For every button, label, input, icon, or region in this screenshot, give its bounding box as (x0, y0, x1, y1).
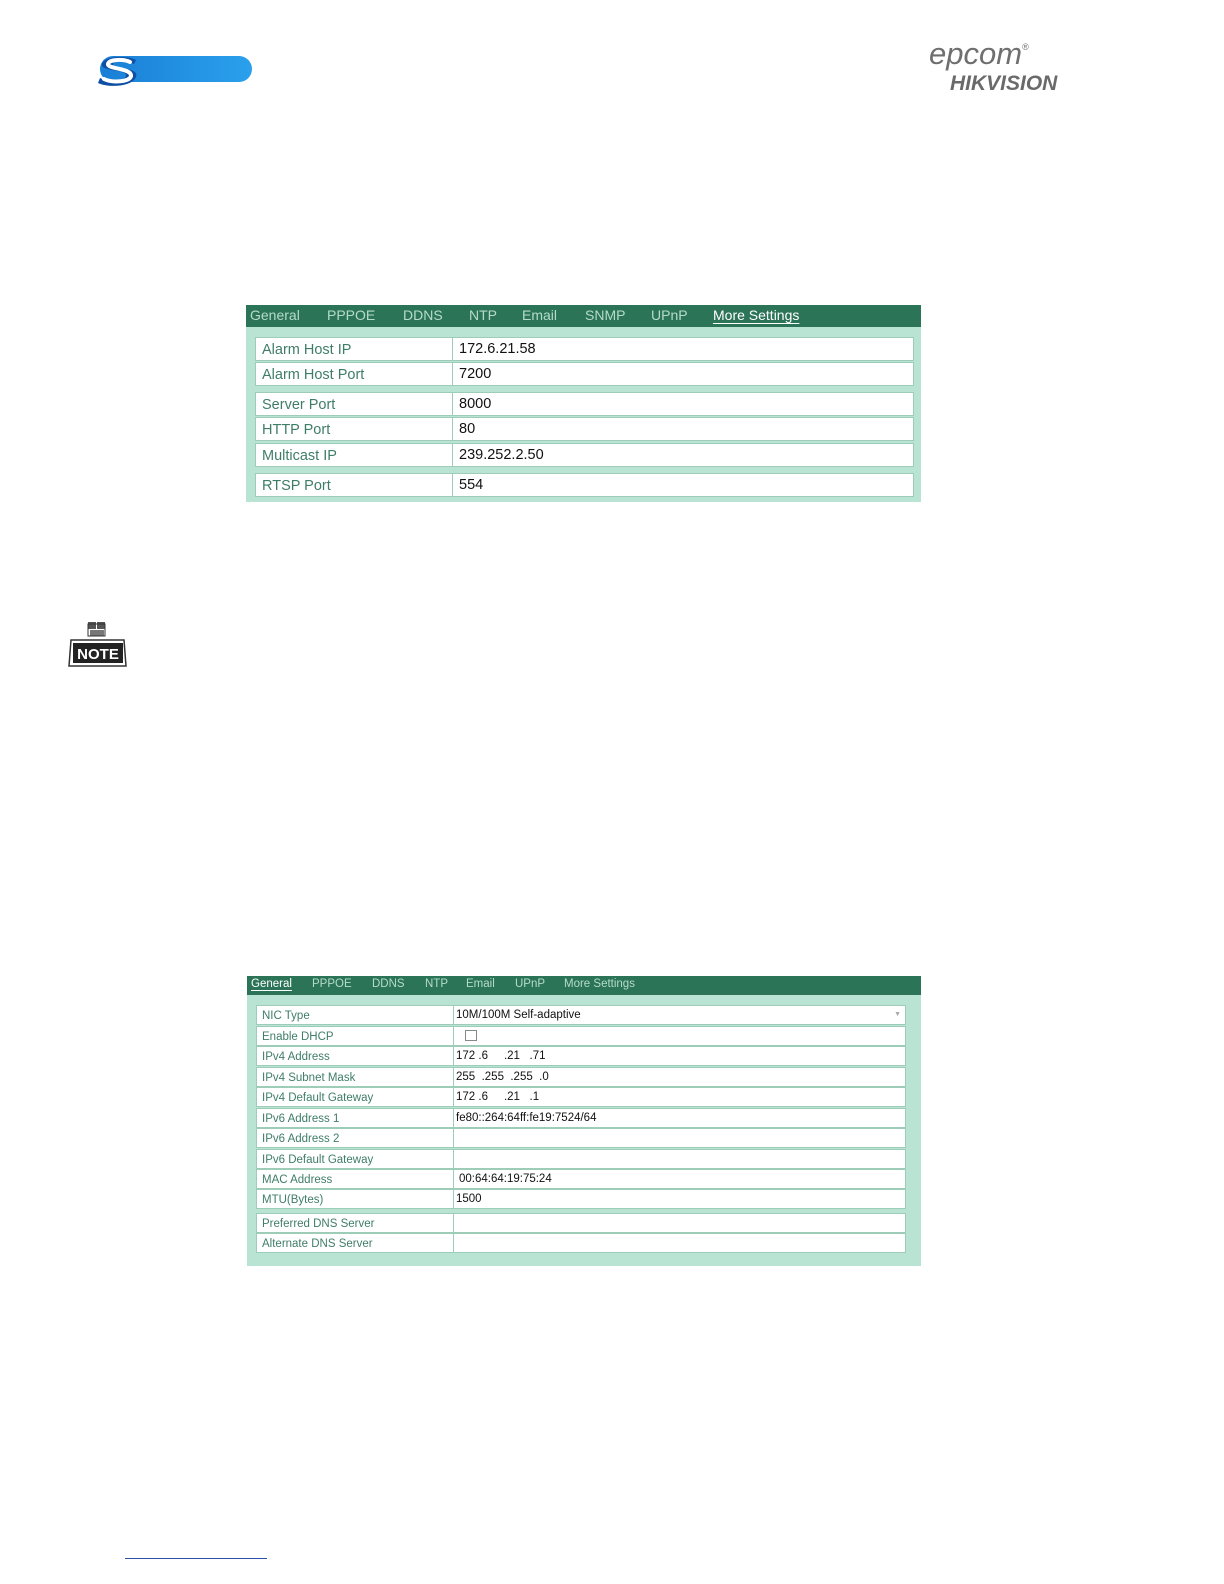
tab-ddns[interactable]: DDNS (372, 978, 405, 990)
company-s-logo (96, 52, 254, 88)
ipv4-subnet-mask-input[interactable]: 255 .255 .255 .0 (456, 1071, 549, 1083)
field-label: IPv6 Default Gateway (257, 1150, 454, 1168)
svg-text:NOTE: NOTE (77, 646, 119, 663)
server-port-input[interactable]: 8000 (459, 396, 492, 412)
http-port-input[interactable]: 80 (459, 421, 476, 437)
nic-type-row (256, 1005, 906, 1025)
field-label: HTTP Port (256, 418, 453, 440)
tab-ntp[interactable]: NTP (425, 978, 448, 990)
field-label: MTU(Bytes) (257, 1190, 454, 1208)
http-port-row (255, 417, 914, 441)
ipv4-default-gateway-row (256, 1087, 906, 1107)
alarm-host-port-input[interactable]: 7200 (459, 366, 492, 382)
field-label: IPv6 Address 2 (257, 1129, 454, 1147)
general-settings-panel (247, 976, 921, 1266)
ipv4-address-row (256, 1046, 906, 1066)
field-label: Alarm Host Port (256, 363, 453, 385)
preferred-dns-row (256, 1213, 906, 1233)
field-label: RTSP Port (256, 474, 453, 496)
mtu-row (256, 1189, 906, 1209)
tab-more-settings[interactable]: More Settings (564, 978, 635, 990)
ipv6-address-2-row (256, 1128, 906, 1148)
ipv4-address-input[interactable]: 172 .6 .21 .71 (456, 1050, 546, 1062)
enable-dhcp-row (256, 1026, 906, 1046)
alarm-host-port-row (255, 362, 914, 386)
field-label: MAC Address (257, 1170, 454, 1188)
ipv6-address-1-row (256, 1108, 906, 1128)
tab-upnp[interactable]: UPnP (515, 978, 546, 990)
tab-bar (247, 976, 921, 995)
ipv4-default-gateway-input[interactable]: 172 .6 .21 .1 (456, 1091, 540, 1103)
field-label: Alternate DNS Server (257, 1234, 454, 1252)
tab-ntp[interactable]: NTP (469, 307, 497, 323)
tab-ddns[interactable]: DDNS (403, 307, 443, 323)
rtsp-port-row (255, 473, 914, 497)
tab-more-settings[interactable]: More Settings (713, 307, 800, 323)
tab-snmp[interactable]: SNMP (585, 307, 626, 323)
tab-email[interactable]: Email (466, 978, 495, 990)
field-label: Preferred DNS Server (257, 1214, 454, 1232)
ipv6-default-gateway-row (256, 1149, 906, 1169)
alternate-dns-row (256, 1233, 906, 1253)
server-port-row (255, 392, 914, 416)
field-label: IPv4 Address (257, 1047, 454, 1065)
field-label: IPv4 Default Gateway (257, 1088, 454, 1106)
tab-pppoe[interactable]: PPPOE (312, 978, 352, 990)
epcom-logo: epcom® (929, 36, 1029, 71)
tab-email[interactable]: Email (522, 307, 558, 323)
tab-general[interactable]: General (251, 978, 292, 990)
tab-pppoe[interactable]: PPPOE (327, 307, 376, 323)
field-label: Multicast IP (256, 444, 453, 466)
alarm-host-ip-row (255, 337, 914, 361)
nic-type-select[interactable]: 10M/100M Self-adaptive (456, 1009, 581, 1021)
mtu-input[interactable]: 1500 (456, 1193, 482, 1205)
multicast-ip-row (255, 443, 914, 467)
chevron-down-icon[interactable]: ▼ (894, 1011, 901, 1018)
alarm-host-ip-input[interactable]: 172.6.21.58 (459, 341, 536, 357)
enable-dhcp-checkbox[interactable] (465, 1030, 477, 1041)
multicast-ip-input[interactable]: 239.252.2.50 (459, 447, 544, 463)
more-settings-panel (246, 305, 921, 502)
field-label: IPv6 Address 1 (257, 1109, 454, 1127)
field-label: Alarm Host IP (256, 338, 453, 360)
tab-bar (246, 305, 921, 327)
tab-general[interactable]: General (250, 307, 300, 323)
mac-address-value: 00:64:64:19:75:24 (459, 1173, 552, 1185)
footer-link[interactable] (125, 1558, 267, 1559)
note-icon (68, 620, 128, 668)
hikvision-logo: HIKVISION (950, 72, 1058, 95)
field-label: NIC Type (257, 1006, 454, 1024)
field-label: Server Port (256, 393, 453, 415)
ipv4-subnet-mask-row (256, 1067, 906, 1087)
rtsp-port-input[interactable]: 554 (459, 477, 484, 493)
mac-address-row (256, 1169, 906, 1189)
field-label: IPv4 Subnet Mask (257, 1068, 454, 1086)
tab-upnp[interactable]: UPnP (651, 307, 688, 323)
field-label: Enable DHCP (257, 1027, 454, 1045)
ipv6-address-1-value: fe80::264:64ff:fe19:7524/64 (456, 1112, 597, 1124)
